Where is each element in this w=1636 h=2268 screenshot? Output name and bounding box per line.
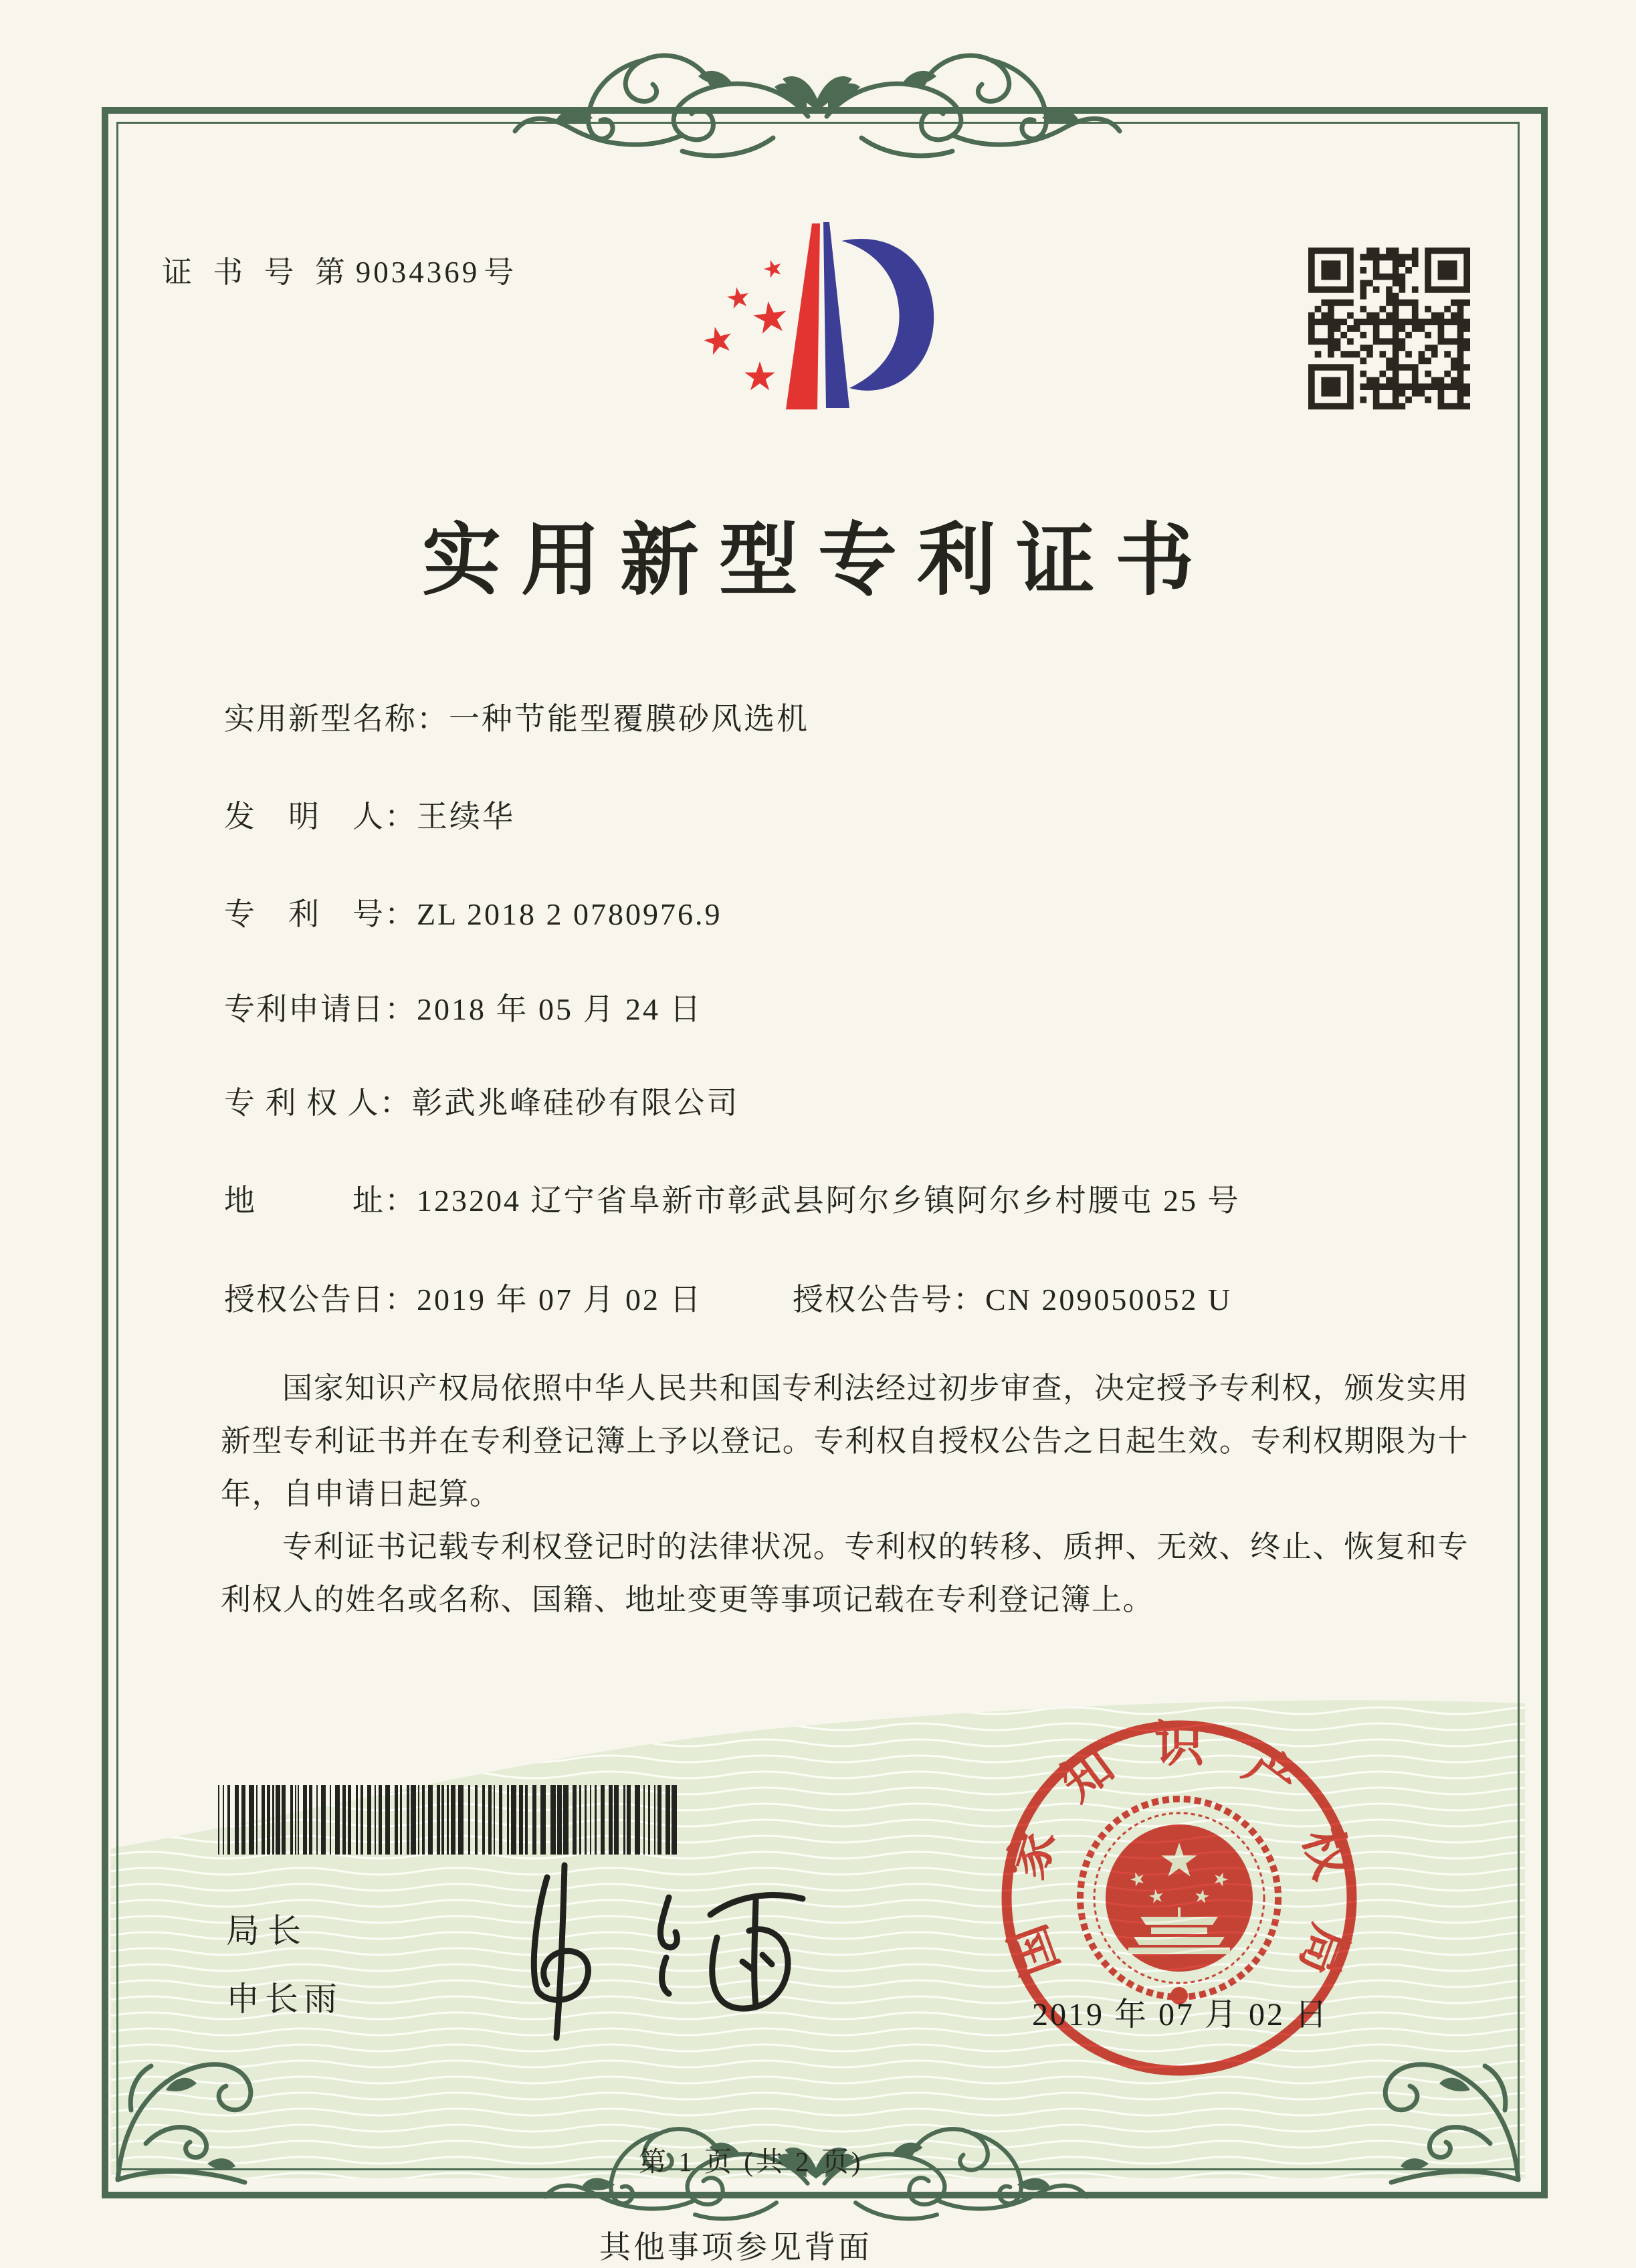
logo-crescent bbox=[841, 239, 934, 391]
certificate-number-line bbox=[162, 248, 520, 291]
field-value: 彰武兆峰硅砂有限公司 bbox=[411, 1086, 740, 1120]
field-label: 专 利 号： bbox=[224, 897, 417, 931]
field-row-patentee bbox=[224, 1078, 740, 1123]
grant-number-pair bbox=[793, 1275, 1232, 1319]
certificate-number: 9034369 bbox=[355, 256, 480, 289]
director-signature bbox=[468, 1860, 856, 2054]
field-row-name bbox=[224, 694, 809, 739]
cnipa-logo bbox=[681, 209, 943, 424]
paragraph: 国家知识产权局依照中华人民共和国专利法经过初步审查，决定授予专利权，颁发实用新型专利证书并在专利登记簿上予以登记。专利权自授权公告之日起生效。专利权期限为十年，自申请日起算。 bbox=[221, 1372, 1469, 1511]
field-label: 专 利 权 人： bbox=[224, 1086, 412, 1120]
star-icon bbox=[701, 324, 734, 357]
page-indicator: 第 1 页 (共 2 页) bbox=[639, 2146, 863, 2177]
legal-paragraphs bbox=[221, 1362, 1469, 1626]
star-icon bbox=[744, 361, 775, 390]
back-note: 其他事项参见背面 bbox=[599, 2231, 872, 2265]
corner-flourish-left bbox=[107, 2030, 281, 2190]
field-row-patent-number bbox=[224, 890, 722, 934]
certificate-number-prefix: 证 书 号 第 bbox=[162, 256, 352, 289]
top-border-ornament bbox=[496, 37, 1138, 191]
logo-wedge-red bbox=[786, 223, 820, 409]
seal-date: 2019 年 07 月 02 日 bbox=[1031, 1997, 1329, 2033]
star-icon bbox=[762, 258, 784, 279]
logo-wedge-blue bbox=[823, 222, 849, 408]
field-value: 123204 辽宁省阜新市彰武县阿尔乡镇阿尔乡村腰屯 25 号 bbox=[417, 1184, 1241, 1218]
director-role: 局长 bbox=[226, 1912, 309, 1950]
national-emblem bbox=[1080, 1799, 1278, 2004]
grant-number-label: 授权公告号： bbox=[793, 1283, 985, 1317]
field-label: 发 明 人： bbox=[224, 799, 417, 834]
star-icon bbox=[752, 299, 789, 335]
corner-flourish-right bbox=[1355, 2030, 1529, 2190]
field-value: ZL 2018 2 0780976.9 bbox=[417, 897, 722, 931]
field-value: 一种节能型覆膜砂风选机 bbox=[449, 702, 809, 736]
field-label: 专利申请日： bbox=[224, 992, 417, 1026]
field-value: 2018 年 05 月 24 日 bbox=[417, 992, 703, 1026]
barcode bbox=[215, 1785, 684, 1855]
certificate-number-suffix: 号 bbox=[484, 256, 521, 289]
qr-code bbox=[1308, 248, 1470, 409]
field-row-grant bbox=[224, 1275, 1233, 1319]
grant-number-value: CN 209050052 U bbox=[985, 1283, 1233, 1317]
field-label: 实用新型名称： bbox=[224, 702, 449, 736]
seal-arc-text: 国家知识产权局 bbox=[999, 1717, 1360, 1983]
grant-date-label: 授权公告日： bbox=[224, 1283, 417, 1317]
star-icon bbox=[726, 285, 750, 309]
certificate-title: 实用新型专利证书 bbox=[421, 517, 1214, 605]
grant-date-value: 2019 年 07 月 02 日 bbox=[417, 1283, 703, 1317]
field-label: 地 址： bbox=[224, 1184, 417, 1218]
field-value: 王续华 bbox=[417, 799, 515, 834]
paragraph: 专利证书记载专利权登记时的法律状况。专利权的转移、质押、无效、终止、恢复和专利权人的姓名或名称、国籍、地址变更等事项记载在专利登记簿上。 bbox=[221, 1530, 1469, 1616]
field-row-address bbox=[224, 1176, 1241, 1220]
director-name: 申长雨 bbox=[226, 1980, 342, 2018]
field-row-filing-date bbox=[224, 985, 703, 1029]
field-row-inventor bbox=[224, 792, 515, 836]
